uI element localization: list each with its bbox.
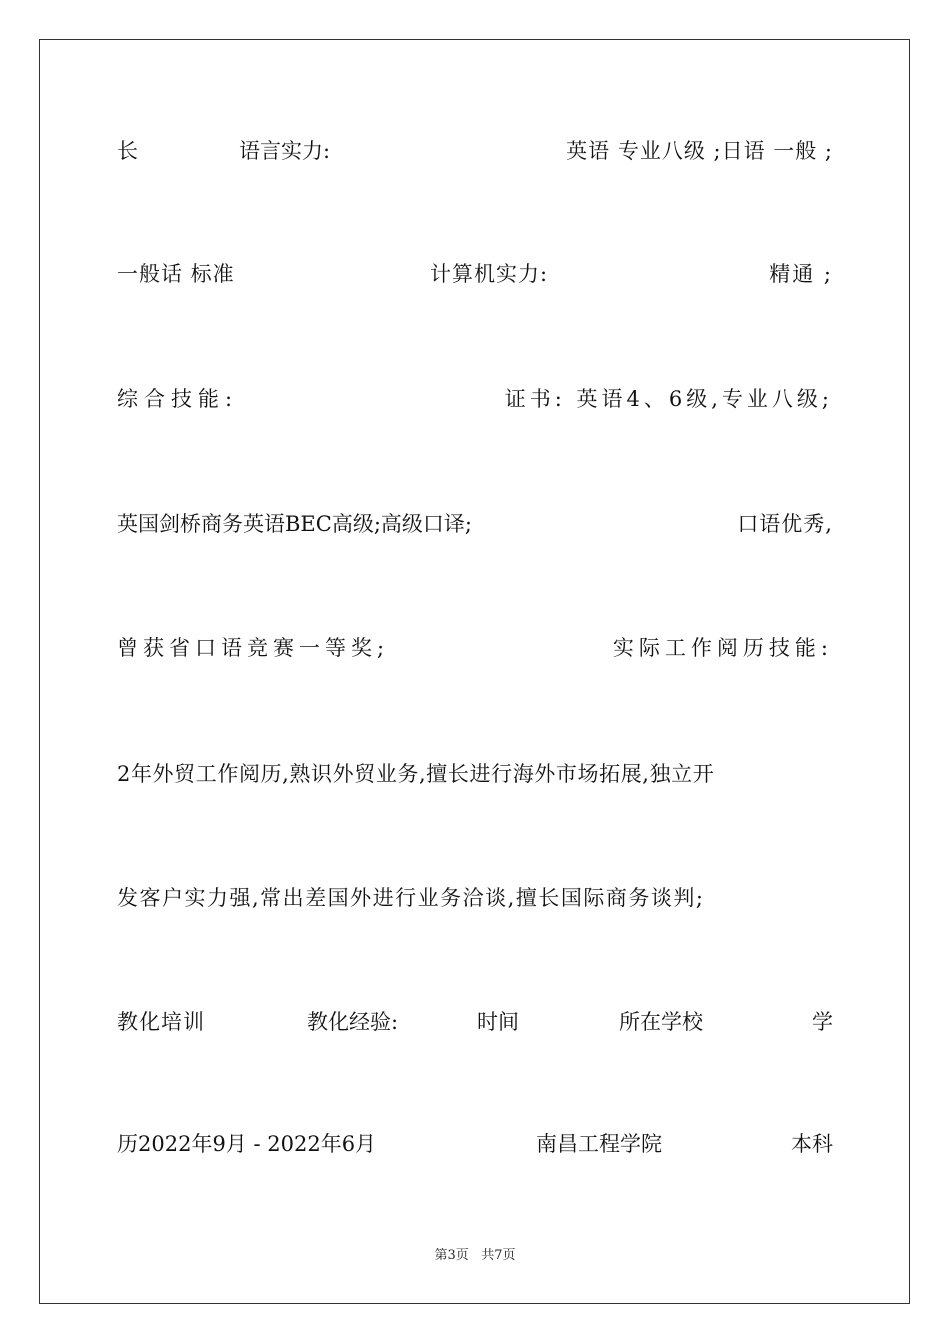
text-line-4: [117, 509, 833, 539]
text-segment: 所在学校: [619, 1010, 703, 1034]
text-segment: 发客户实力强,常出差国外进行业务洽谈,擅长国际商务谈判;: [117, 886, 705, 910]
text-segment: 精通 ;: [769, 262, 833, 286]
text-line-9: [117, 1129, 833, 1159]
page-total: 共7页: [481, 1248, 516, 1263]
text-segment: 综合技能:: [117, 387, 239, 411]
text-segment: 口语优秀,: [737, 512, 833, 536]
page-border: [39, 39, 910, 1304]
text-line-7: [117, 883, 833, 913]
text-line-5: [117, 633, 833, 663]
text-segment: 南昌工程学院: [536, 1132, 662, 1156]
text-segment: 学: [812, 1010, 833, 1034]
text-segment: 2年外贸工作阅历,熟识外贸业务,擅长进行海外市场拓展,独立开: [117, 762, 715, 786]
page-number: 第3页: [434, 1248, 469, 1263]
text-segment: 本科: [791, 1132, 833, 1156]
text-segment: 一般话 标准: [117, 262, 235, 286]
text-line-3: [117, 384, 833, 414]
text-segment: 教化培训: [117, 1010, 205, 1034]
text-segment: 实际工作阅历技能:: [612, 636, 833, 660]
text-segment: 教化经验:: [307, 1010, 399, 1034]
text-segment: 长: [117, 139, 138, 163]
text-line-1: [117, 136, 833, 166]
text-segment: 历2022年9月 - 2022年6月: [117, 1132, 377, 1156]
text-segment: 计算机实力:: [430, 262, 549, 286]
text-segment: 曾获省口语竞赛一等奖;: [117, 636, 390, 660]
page-footer: [0, 1246, 950, 1266]
text-segment: 英国剑桥商务英语BEC高级;高级口译;: [117, 512, 472, 536]
text-segment: 时间: [477, 1010, 519, 1034]
text-line-2: [117, 259, 833, 289]
text-segment: 证书: 英语4、6级,专业八级;: [504, 387, 833, 411]
text-line-6: [117, 759, 833, 789]
text-segment: 语言实力:: [239, 139, 331, 163]
text-line-8: [117, 1007, 833, 1037]
text-segment: 英语 专业八级 ;日语 一般 ;: [566, 139, 833, 163]
